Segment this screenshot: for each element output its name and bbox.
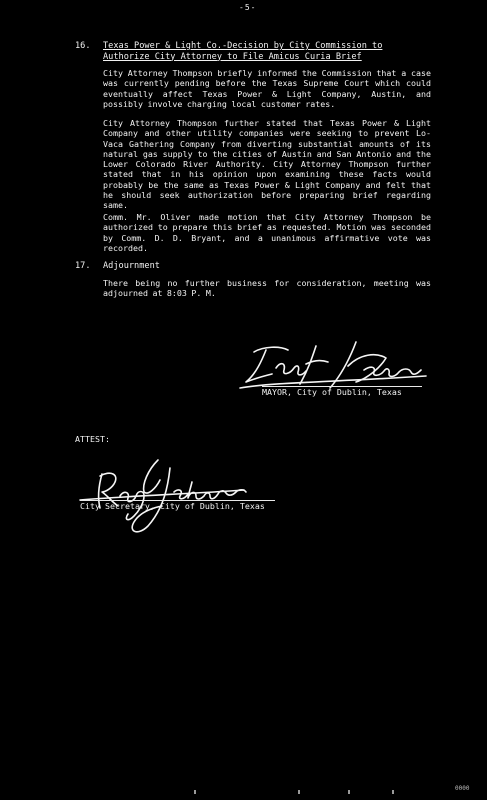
- attest-label: ATTEST:: [75, 434, 110, 444]
- paragraph: City Attorney Thompson briefly informed the Commission that a case was currently pending before the Texas Supreme Court which could eventually affect Texas Power & Light Company, Austin, and possibly involve charging local customer rates.: [103, 68, 431, 109]
- paragraph: City Attorney Thompson further stated that Texas Power & Light Company and other utility companies were seeking to prevent Lo-Vaca Gathering Company from diverting substantial amounts of its natural gas supply to the cities of Austin and San Antonio and the Lower Colorado River Authority. City Attorney Thompson further stated that in his opinion upon examining these facts would probably be the same as Texas Power & Light Company and felt that he should seek authorization before preparing brief regarding same.: [103, 118, 431, 211]
- paragraph: Comm. Mr. Oliver made motion that City Attorney Thompson be authorized to prepare this brief as requested. Motion was seconded by Comm. D. D. Bryant, and a unanimous affirmative vote was recorded.: [103, 212, 431, 253]
- scan-mark: [194, 790, 196, 794]
- item-number: 16.: [75, 41, 91, 51]
- scan-mark: [348, 790, 350, 794]
- corner-mark: 0000: [455, 785, 470, 792]
- agenda-item-17: [75, 261, 435, 311]
- item-heading: Adjournment: [103, 261, 160, 271]
- mayor-caption: MAYOR, City of Dublin, Texas: [262, 387, 402, 397]
- item-heading: Texas Power & Light Co.-Decision by City Commission to Authorize City Attorney to File Amicus Curia Brief: [103, 41, 383, 62]
- item-number: 17.: [75, 261, 91, 271]
- scan-mark: [298, 790, 300, 794]
- scan-mark: [392, 790, 394, 794]
- secretary-signature: [78, 456, 248, 540]
- paragraph: There being no further business for consideration, meeting was adjourned at 8:03 P. M.: [103, 278, 431, 299]
- agenda-item-16: [75, 41, 435, 261]
- secretary-caption: City Secretary, City of Dublin, Texas: [80, 501, 265, 511]
- page-number: -5-: [239, 3, 257, 12]
